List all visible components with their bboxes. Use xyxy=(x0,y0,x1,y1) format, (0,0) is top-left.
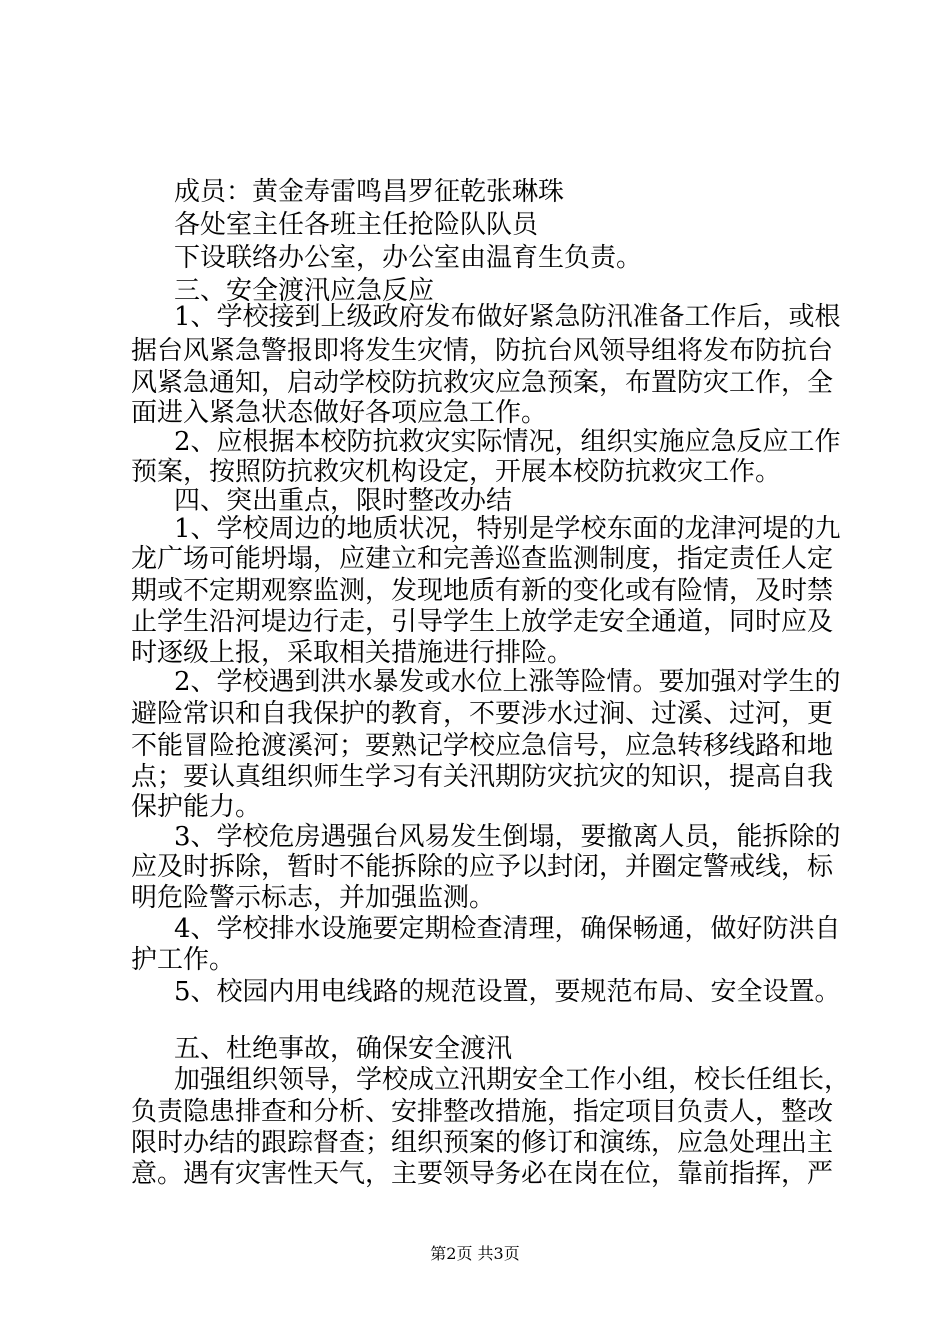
paragraph-line: 3、学校危房遇强台风易发生倒塌，要撤离人员，能拆除的 xyxy=(174,822,841,852)
paragraph-line: 保护能力。 xyxy=(131,792,262,822)
paragraph-line: 期或不定期观察监测，发现地质有新的变化或有险情，及时禁 xyxy=(131,576,834,606)
paragraph-line: 风紧急通知，启动学校防抗救灾应急预案，布置防灾工作，全 xyxy=(131,368,834,398)
staff-line: 各处室主任各班主任抢险队队员 xyxy=(174,210,539,240)
paragraph-line: 预案，按照防抗救灾机构设定，开展本校防抗救灾工作。 xyxy=(131,457,782,487)
section-heading-5: 五、杜绝事故，确保安全渡汛 xyxy=(174,1034,513,1064)
office-line: 下设联络办公室，办公室由温育生负责。 xyxy=(174,243,643,273)
paragraph-line: 护工作。 xyxy=(131,945,236,975)
paragraph-line: 止学生沿河堤边行走，引导学生上放学走安全通道，同时应及 xyxy=(131,607,834,637)
paragraph-line: 1、学校周边的地质状况，特别是学校东面的龙津河堤的九 xyxy=(174,514,841,544)
paragraph-line: 避险常识和自我保护的教育，不要涉水过涧、过溪、过河，更 xyxy=(131,699,834,729)
section-heading-4: 四、突出重点，限时整改办结 xyxy=(174,486,513,516)
paragraph-line: 时逐级上报，采取相关措施进行排险。 xyxy=(131,638,574,668)
paragraph-line: 意。遇有灾害性天气，主要领导务必在岗在位，靠前指挥，严 xyxy=(131,1159,834,1189)
paragraph-line: 2、应根据本校防抗救灾实际情况，组织实施应急反应工作 xyxy=(174,427,841,457)
paragraph-line: 负责隐患排查和分析、安排整改措施，指定项目负责人，整改 xyxy=(131,1097,834,1127)
paragraph-line: 据台风紧急警报即将发生灾情，防抗台风领导组将发布防抗台 xyxy=(131,336,834,366)
paragraph-line: 明危险警示标志，并加强监测。 xyxy=(131,883,496,913)
paragraph-line: 1、学校接到上级政府发布做好紧急防汛准备工作后，或根 xyxy=(174,302,841,332)
paragraph-line: 5、校园内用电线路的规范设置，要规范布局、安全设置。 xyxy=(174,977,841,1007)
members-line: 成员：黄金寿雷鸣昌罗征乾张琳珠 xyxy=(174,177,565,207)
paragraph-line: 应及时拆除，暂时不能拆除的应予以封闭，并圈定警戒线，标 xyxy=(131,852,834,882)
paragraph-line: 加强组织领导，学校成立汛期安全工作小组，校长任组长， xyxy=(174,1065,851,1095)
paragraph-line: 龙广场可能坍塌，应建立和完善巡查监测制度，指定责任人定 xyxy=(131,544,834,574)
page-number-footer: 第2页 共3页 xyxy=(430,1244,520,1263)
section-heading-3: 三、安全渡汛应急反应 xyxy=(174,276,435,306)
paragraph-line: 限时办结的跟踪督查；组织预案的修订和演练，应急处理出主 xyxy=(131,1128,834,1158)
paragraph-line: 面进入紧急状态做好各项应急工作。 xyxy=(131,398,548,428)
paragraph-line: 2、学校遇到洪水暴发或水位上涨等险情。要加强对学生的 xyxy=(174,667,841,697)
paragraph-line: 4、学校排水设施要定期检查清理，确保畅通，做好防洪自 xyxy=(174,914,841,944)
paragraph-line: 不能冒险抢渡溪河；要熟记学校应急信号，应急转移线路和地 xyxy=(131,731,834,761)
paragraph-line: 点；要认真组织师生学习有关汛期防灾抗灾的知识，提高自我 xyxy=(131,762,834,792)
